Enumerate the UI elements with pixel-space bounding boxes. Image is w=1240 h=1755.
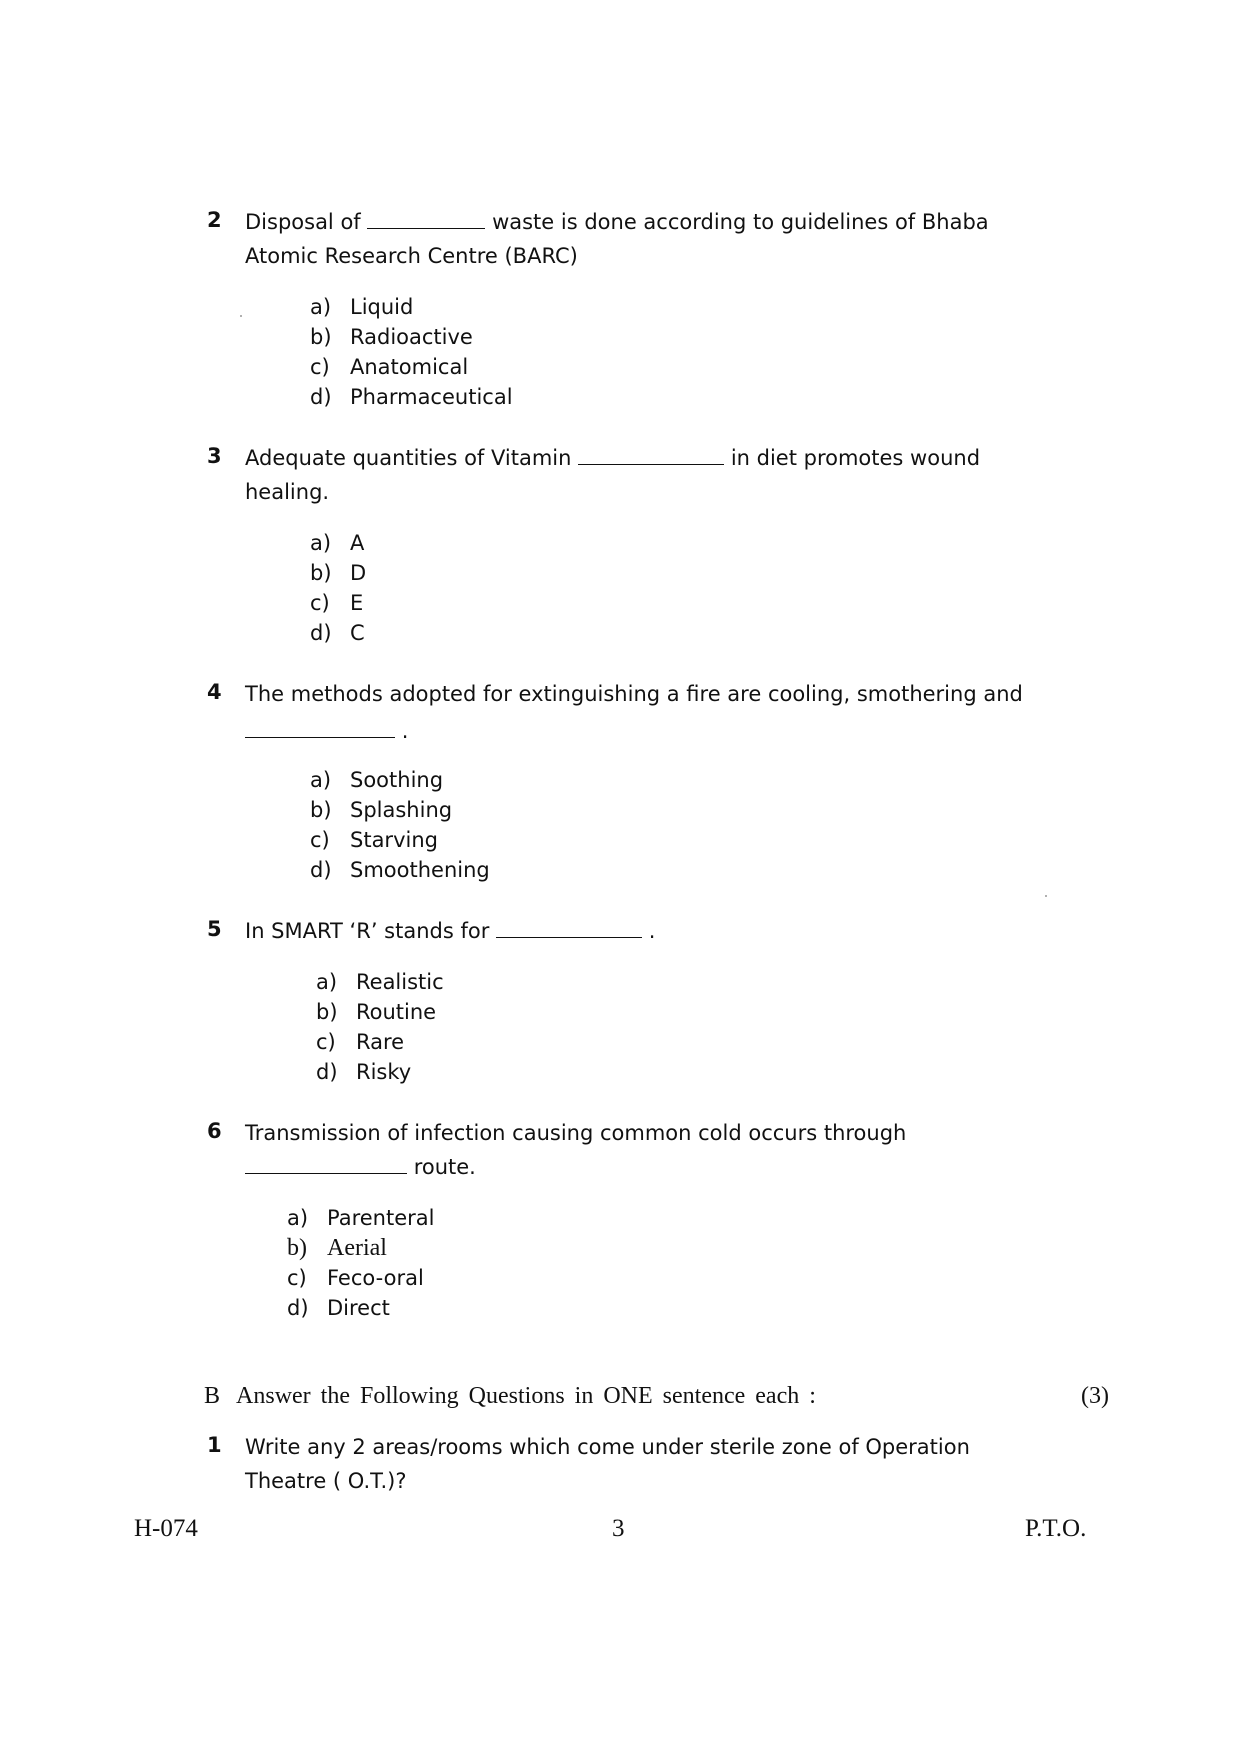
question-3 <box>207 441 1087 509</box>
answer-blank <box>496 917 642 938</box>
answer-blank <box>578 444 724 465</box>
option-label: d) <box>287 1296 309 1320</box>
option-label: c) <box>310 591 330 615</box>
option-text: Risky <box>356 1060 412 1084</box>
option <box>316 1057 444 1087</box>
option-label: a) <box>287 1206 309 1230</box>
options-list <box>316 967 444 1087</box>
option <box>310 618 366 648</box>
option-label: b) <box>310 325 332 349</box>
option <box>310 528 366 558</box>
question-text-line2: Theatre ( O.T.)? <box>245 1469 407 1493</box>
question-number: 2 <box>207 208 222 232</box>
option-text: Smoothening <box>350 858 490 882</box>
page-number: 3 <box>612 1515 625 1542</box>
option-text: Pharmaceutical <box>350 385 513 409</box>
option-text: Rare <box>356 1030 405 1054</box>
option-label: c) <box>316 1030 336 1054</box>
option <box>310 352 513 382</box>
option-text: Liquid <box>350 295 414 319</box>
option <box>287 1263 434 1293</box>
question-text-line2: healing. <box>245 480 330 504</box>
option-text: Aerial <box>327 1235 387 1261</box>
option-text: Direct <box>327 1296 390 1320</box>
option-text: Starving <box>350 828 438 852</box>
option-label: d) <box>310 385 332 409</box>
option-label: b) <box>287 1235 307 1261</box>
pto-label: P.T.O. <box>1025 1515 1087 1542</box>
option-label: a) <box>310 295 332 319</box>
option-text: Soothing <box>350 768 444 792</box>
question-text: In SMART ‘R’ stands for <box>245 919 490 943</box>
question-text: Write any 2 areas/rooms which come under sterile zone of Operation <box>245 1435 970 1459</box>
option <box>310 855 490 885</box>
option-label: b) <box>310 561 332 585</box>
scan-speck <box>240 315 242 317</box>
option <box>310 382 513 412</box>
option <box>316 1027 444 1057</box>
question-text: in diet promotes wound <box>730 446 981 470</box>
scan-speck <box>1045 895 1047 897</box>
question-4 <box>207 677 1087 748</box>
question-text: Disposal of <box>245 210 361 234</box>
question-text: The methods adopted for extinguishing a fire are cooling, smothering and <box>245 682 1023 706</box>
option-label: d) <box>310 858 332 882</box>
option-text: C <box>350 621 365 645</box>
option-label: b) <box>310 798 332 822</box>
question-text: . <box>648 919 656 943</box>
answer-blank <box>367 208 485 229</box>
option <box>316 997 444 1027</box>
options-list <box>310 528 366 648</box>
option-label: d) <box>316 1060 338 1084</box>
option-label: a) <box>310 531 332 555</box>
question-number: 5 <box>207 917 222 941</box>
option-label: a) <box>316 970 338 994</box>
option-label: a) <box>310 768 332 792</box>
question-number: 4 <box>207 680 222 704</box>
question-number: 1 <box>207 1433 222 1457</box>
option <box>316 967 444 997</box>
option <box>310 292 513 322</box>
option <box>287 1293 434 1323</box>
paper-code: H-074 <box>134 1515 198 1542</box>
option-label: c) <box>310 828 330 852</box>
option-text: Realistic <box>356 970 444 994</box>
answer-blank <box>245 717 395 738</box>
option <box>310 795 490 825</box>
question-text-suffix: . <box>401 719 409 743</box>
option <box>287 1203 434 1233</box>
question-text-line2: Atomic Research Centre (BARC) <box>245 244 578 268</box>
section-letter: B <box>204 1383 221 1409</box>
question-text: Transmission of infection causing common cold occurs through <box>245 1121 907 1145</box>
option <box>310 322 513 352</box>
option-text: Feco-oral <box>327 1266 424 1290</box>
section-marks: (3) <box>1081 1383 1109 1409</box>
option-label: c) <box>287 1266 307 1290</box>
option-label: b) <box>316 1000 338 1024</box>
option-text: Anatomical <box>350 355 469 379</box>
option <box>310 765 490 795</box>
question-5 <box>207 914 1087 948</box>
option-text: Parenteral <box>327 1206 435 1230</box>
option-text: A <box>350 531 365 555</box>
options-list <box>287 1203 434 1323</box>
question-text-suffix: route. <box>413 1155 476 1179</box>
option-text: D <box>350 561 367 585</box>
option <box>310 825 490 855</box>
section-b-question-1 <box>207 1430 1087 1498</box>
question-text: Adequate quantities of Vitamin <box>245 446 572 470</box>
option-label: c) <box>310 355 330 379</box>
answer-blank <box>245 1153 407 1174</box>
question-6 <box>207 1116 1087 1184</box>
question-text: waste is done according to guidelines of Bhaba <box>492 210 989 234</box>
section-instruction: Answer the Following Questions in ONE sentence each : <box>236 1383 816 1409</box>
question-number: 6 <box>207 1119 222 1143</box>
option-text: Routine <box>356 1000 437 1024</box>
option <box>310 588 366 618</box>
option-label: d) <box>310 621 332 645</box>
option <box>310 558 366 588</box>
question-number: 3 <box>207 444 222 468</box>
section-b-heading <box>204 1383 1109 1410</box>
option <box>287 1233 434 1263</box>
options-list <box>310 292 513 412</box>
options-list <box>310 765 490 885</box>
question-2 <box>207 205 1087 273</box>
option-text: E <box>350 591 364 615</box>
option-text: Splashing <box>350 798 453 822</box>
option-text: Radioactive <box>350 325 473 349</box>
